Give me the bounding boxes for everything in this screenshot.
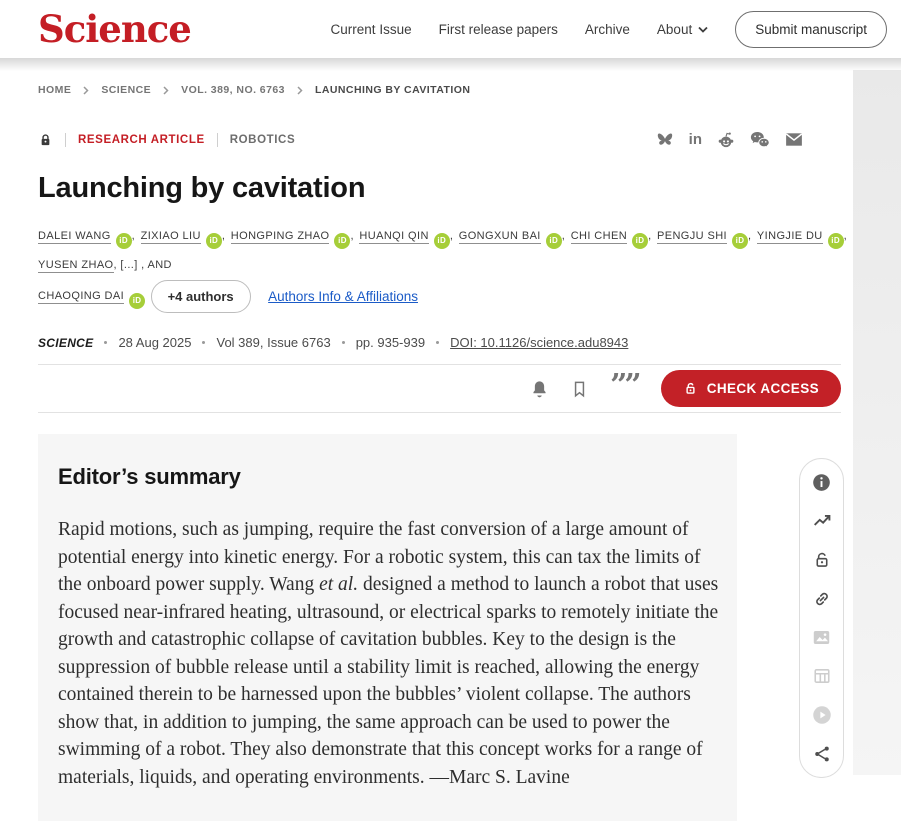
dot-separator xyxy=(104,341,107,344)
chevron-right-icon xyxy=(297,86,303,95)
breadcrumb-volume[interactable]: VOL. 389, NO. 6763 xyxy=(181,84,285,96)
orcid-icon[interactable]: iD xyxy=(334,233,350,249)
author-separator: , xyxy=(131,230,139,242)
breadcrumb-science[interactable]: SCIENCE xyxy=(101,84,152,96)
author-item xyxy=(38,290,147,306)
share-icon[interactable] xyxy=(812,744,832,764)
nav-current-issue[interactable]: Current Issue xyxy=(330,21,412,37)
author-item xyxy=(140,230,231,245)
orcid-icon[interactable]: iD xyxy=(632,233,648,249)
article-type-label[interactable]: RESEARCH ARTICLE xyxy=(78,133,205,146)
author-link[interactable]: CHI CHEN xyxy=(570,230,628,242)
orcid-icon[interactable]: iD xyxy=(828,233,844,249)
author-item xyxy=(38,259,174,271)
dot-separator xyxy=(436,341,439,344)
page-range: pp. 935-939 xyxy=(355,335,426,350)
alerts-bell-icon[interactable] xyxy=(530,379,549,399)
editors-summary-section xyxy=(38,434,737,821)
orcid-icon[interactable]: iD xyxy=(116,233,132,249)
orcid-icon[interactable]: iD xyxy=(434,233,450,249)
locked-access-icon xyxy=(38,132,53,148)
email-icon[interactable] xyxy=(785,132,803,147)
author-list xyxy=(38,222,850,313)
volume-issue: Vol 389, Issue 6763 xyxy=(216,335,331,350)
publication-date: 28 Aug 2025 xyxy=(118,335,192,350)
author-link[interactable]: HUANQI QIN xyxy=(359,230,429,242)
article-content xyxy=(0,131,853,413)
site-header xyxy=(0,0,901,58)
submit-manuscript-button[interactable]: Submit manuscript xyxy=(735,11,887,48)
summary-text-italic: et al. xyxy=(319,574,359,595)
linkedin-icon[interactable]: in xyxy=(688,131,702,148)
editors-summary-text xyxy=(58,516,726,791)
author-separator: , [...] , AND xyxy=(113,259,172,271)
author-item xyxy=(756,230,849,245)
author-link[interactable]: DALEI WANG xyxy=(38,230,111,242)
check-access-button[interactable] xyxy=(661,370,841,407)
media-icon[interactable] xyxy=(812,627,832,647)
author-item xyxy=(656,230,757,245)
metrics-icon[interactable] xyxy=(812,511,832,531)
author-separator: , xyxy=(449,230,457,242)
lock-open-icon xyxy=(683,380,698,397)
more-authors-button[interactable]: +4 authors xyxy=(151,280,251,313)
permissions-lock-icon[interactable] xyxy=(812,550,832,570)
summary-text-part: Rapid motions, such as jumping, require the fast conversion of a large amount of potential energy into kinetic energy. For a robotic system, this can tax the limits of the onboard power supply. Wang xyxy=(58,519,701,595)
author-link[interactable]: HONGPING ZHAO xyxy=(230,230,330,242)
chevron-right-icon xyxy=(83,86,89,95)
orcid-icon[interactable]: iD xyxy=(206,233,222,249)
main-nav xyxy=(331,11,887,48)
header-shadow xyxy=(0,58,901,71)
author-separator: , xyxy=(350,230,358,242)
nav-about-menu[interactable] xyxy=(657,22,708,37)
citation-line xyxy=(38,335,841,350)
nav-about-label: About xyxy=(656,21,693,37)
divider xyxy=(38,412,841,413)
reddit-icon[interactable] xyxy=(717,131,735,148)
author-separator: , xyxy=(221,230,229,242)
divider xyxy=(217,133,218,147)
dot-separator xyxy=(202,341,205,344)
author-separator: , xyxy=(748,230,755,242)
author-item xyxy=(38,230,141,245)
divider xyxy=(65,133,66,147)
chevron-right-icon xyxy=(163,86,169,95)
author-link[interactable]: PENGJU SHI xyxy=(656,230,727,242)
article-meta-row xyxy=(38,131,841,148)
journal-name: SCIENCE xyxy=(38,335,94,350)
social-share-bar xyxy=(656,131,841,148)
author-link[interactable]: YINGJIE DU xyxy=(756,230,823,242)
author-item xyxy=(570,230,657,245)
breadcrumb-home[interactable]: HOME xyxy=(38,84,72,96)
editors-summary-heading: Editor’s summary xyxy=(58,464,241,489)
breadcrumb xyxy=(0,71,901,96)
author-item xyxy=(230,230,360,245)
chevron-down-icon xyxy=(698,26,708,33)
author-item xyxy=(458,230,571,245)
page-title: Launching by cavitation xyxy=(38,172,366,204)
bookmark-icon[interactable] xyxy=(571,379,588,399)
author-separator: , xyxy=(843,230,848,242)
author-item xyxy=(359,230,458,245)
nav-first-release[interactable]: First release papers xyxy=(438,21,558,37)
link-icon[interactable] xyxy=(812,589,832,609)
science-logo[interactable]: Science xyxy=(38,6,191,51)
author-separator: , xyxy=(648,230,655,242)
dot-separator xyxy=(342,341,345,344)
author-link[interactable]: YUSEN ZHAO xyxy=(38,259,114,271)
author-link[interactable]: GONGXUN BAI xyxy=(458,230,541,242)
article-tools-toolbar xyxy=(799,458,844,778)
page-right-gutter xyxy=(853,70,901,775)
wechat-icon[interactable] xyxy=(750,131,770,148)
doi-link[interactable]: DOI: 10.1126/science.adu8943 xyxy=(450,335,629,350)
article-actions-row xyxy=(38,365,841,412)
bluesky-icon[interactable] xyxy=(656,132,674,148)
orcid-icon[interactable]: iD xyxy=(129,293,145,309)
article-section-label[interactable]: ROBOTICS xyxy=(229,133,296,146)
summary-text-part: designed a method to launch a robot that uses focused near-infrared heating, ultrasound, or electrical sparks to remotely initiate the growth and catastrophic collapse of cavitation bubbles. Key to the design is the suppression of bubble release until a stability limit is reached, allowing the energy contained therein to be harnessed upon the bubbles’ violent collapse. The authors show that, in addition to jumping, the same approach can be used to power the swimming of a robot. They also demonstrate that this concept works for a range of materials, liquids, and operating environments. —Marc S. Lavine xyxy=(58,574,719,788)
breadcrumb-current: LAUNCHING BY CAVITATION xyxy=(314,84,471,96)
nav-archive[interactable]: Archive xyxy=(584,21,630,37)
author-link[interactable]: CHAOQING DAI xyxy=(38,290,125,303)
play-icon[interactable] xyxy=(812,705,832,725)
check-access-label: CHECK ACCESS xyxy=(706,381,819,396)
table-icon[interactable] xyxy=(812,666,832,686)
article-page xyxy=(0,131,853,821)
orcid-icon[interactable]: iD xyxy=(546,233,562,249)
author-separator: , xyxy=(561,230,569,242)
orcid-icon[interactable]: iD xyxy=(732,233,748,249)
authors-info-link[interactable]: Authors Info & Affiliations xyxy=(268,289,418,304)
quote-cite-icon[interactable]: ”” xyxy=(610,367,639,403)
info-icon[interactable] xyxy=(812,472,832,492)
author-link[interactable]: ZIXIAO LIU xyxy=(140,230,201,242)
